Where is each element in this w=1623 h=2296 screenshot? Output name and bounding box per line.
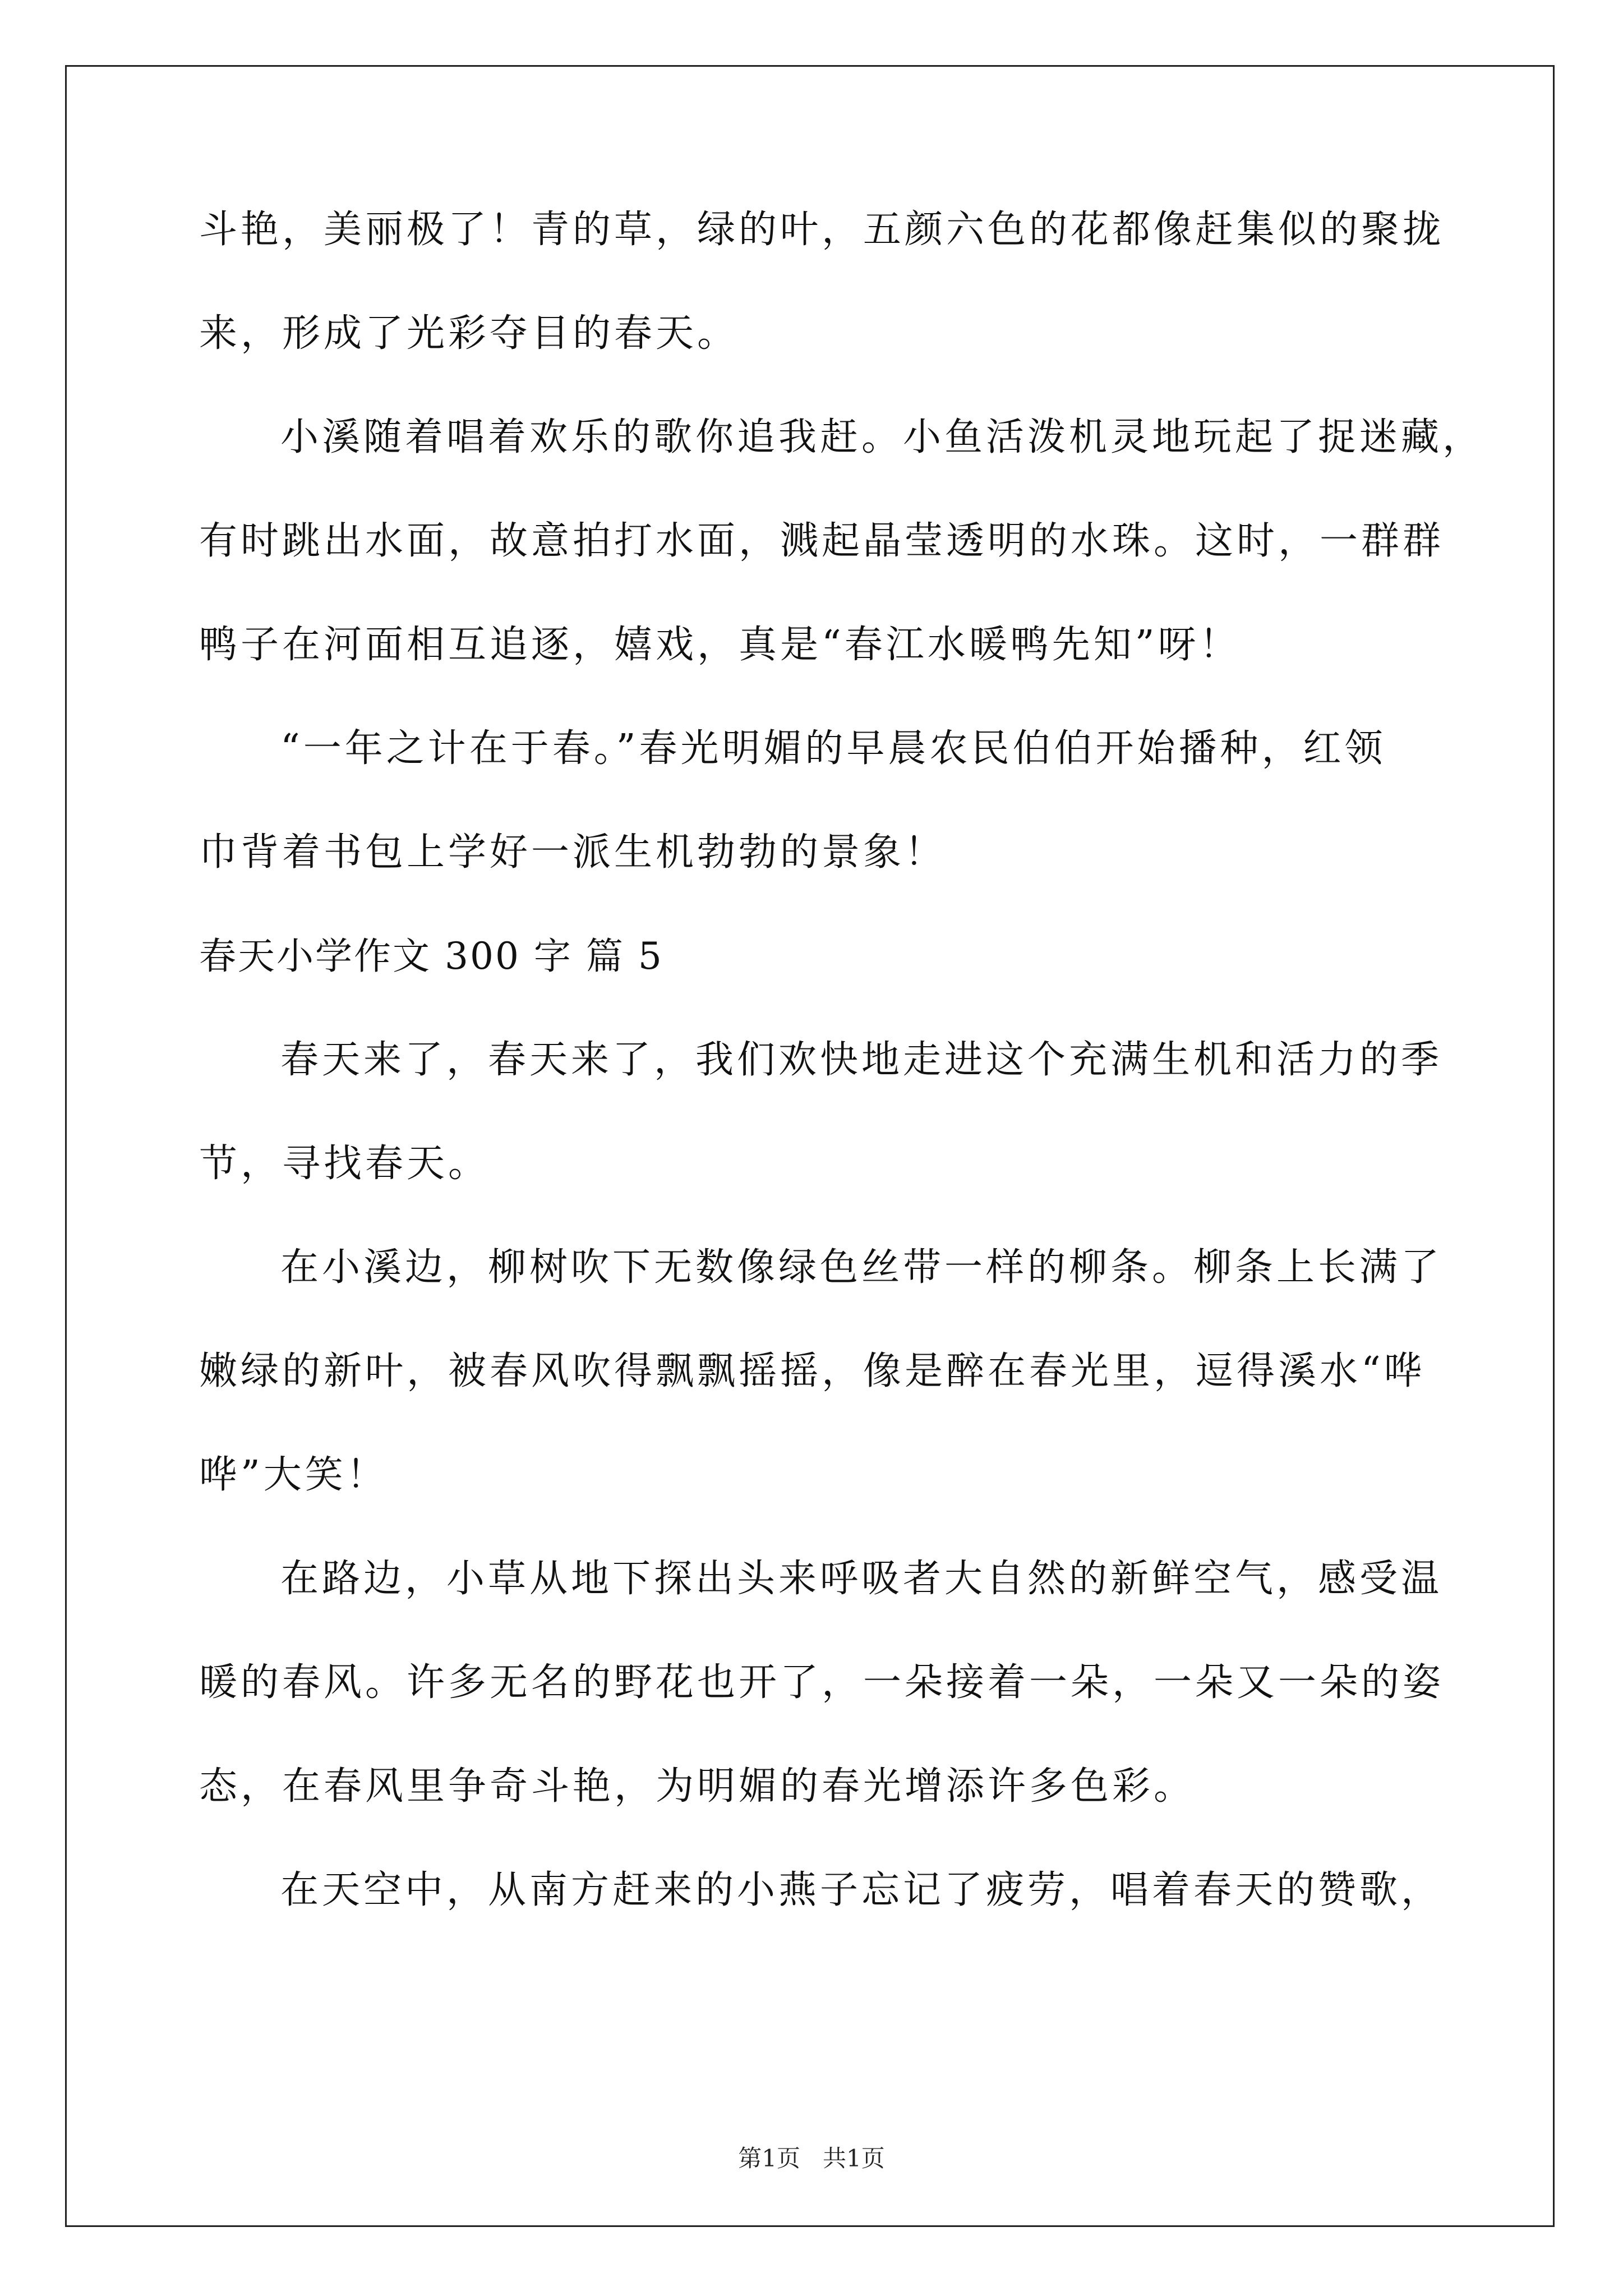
text-line: 暖的春风。许多无名的野花也开了，一朵接着一朵，一朵又一朵的姿 <box>199 1660 1445 1705</box>
text-line: 哗”大笑！ <box>199 1453 388 1497</box>
text-line: 斗艳，美丽极了！青的草，绿的叶，五颜六色的花都像赶集似的聚拢 <box>199 208 1445 252</box>
text-line: 巾背着书包上学好一派生机勃勃的景象！ <box>199 830 947 875</box>
text-line: 鸭子在河面相互追逐，嬉戏，真是“春江水暖鸭先知”呀！ <box>199 623 1241 667</box>
page-number-total: 共1页 <box>823 2145 885 2172</box>
text-line: “一年之计在于春。”春光明媚的早晨农民伯伯开始播种，红领 <box>280 726 1386 771</box>
text-line: 嫩绿的新叶，被春风吹得飘飘摇摇，像是醉在春光里，逗得溪水“哗 <box>199 1349 1426 1393</box>
page-number-current: 第1页 <box>738 2145 800 2172</box>
text-line: 有时跳出水面，故意拍打水面，溅起晶莹透明的水珠。这时，一群群 <box>199 519 1445 563</box>
text-line: 在路边，小草从地下探出头来呼吸者大自然的新鲜空气，感受温 <box>280 1557 1443 1601</box>
text-line: 来，形成了光彩夺目的春天。 <box>199 311 739 356</box>
text-line: 在天空中，从南方赶来的小燕子忘记了疲劳，唱着春天的赞歌， <box>280 1868 1443 1912</box>
text-line: 小溪随着唱着欢乐的歌你追我赶。小鱼活泼机灵地玩起了捉迷藏， <box>280 415 1484 459</box>
text-line: 在小溪边，柳树吹下无数像绿色丝带一样的柳条。柳条上长满了 <box>280 1245 1443 1290</box>
section-heading: 春天小学作文 300 字 篇 5 <box>199 935 663 978</box>
text-line: 态，在春风里争奇斗艳，为明媚的春光增添许多色彩。 <box>199 1764 1196 1809</box>
text-line: 春天来了，春天来了，我们欢快地走进这个充满生机和活力的季 <box>280 1038 1443 1082</box>
page-footer <box>0 2142 1623 2175</box>
text-line: 节，寻找春天。 <box>199 1142 490 1186</box>
